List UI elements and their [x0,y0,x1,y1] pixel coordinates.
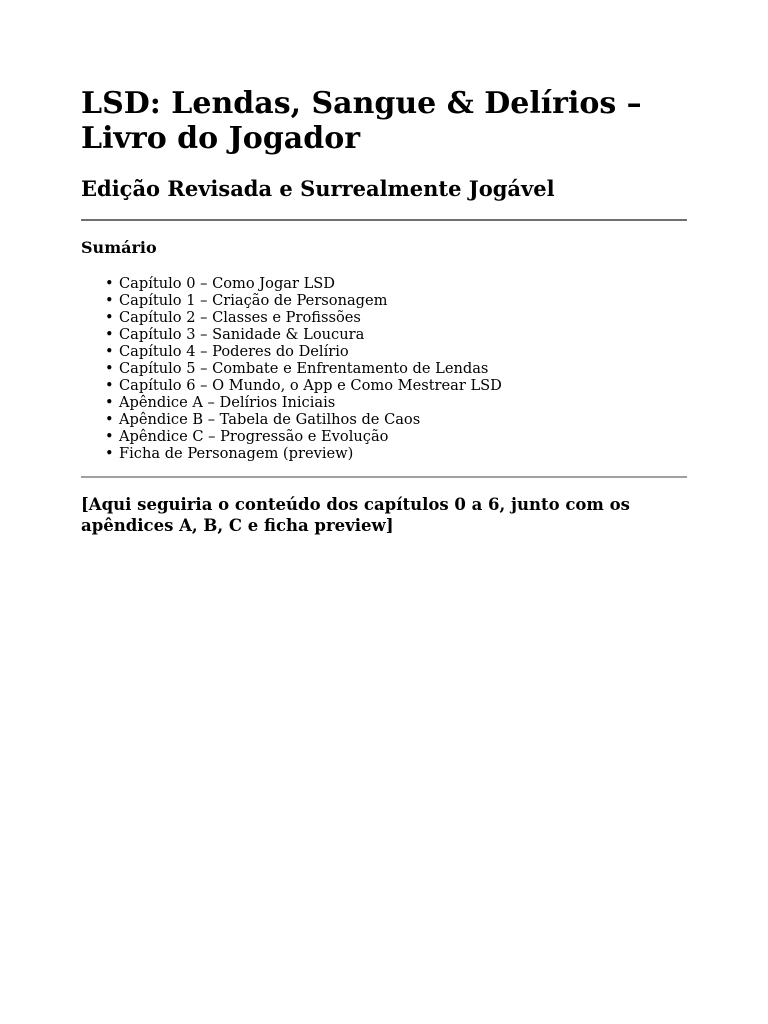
bottom-divider [81,476,687,478]
document-subtitle: Edição Revisada e Surrealmente Jogável [81,176,555,201]
toc-item: • Apêndice A – Delírios Iniciais [105,394,687,411]
toc-item: • Ficha de Personagem (preview) [105,445,687,462]
toc-item: • Capítulo 1 – Criação de Personagem [105,292,687,309]
toc-item: • Capítulo 3 – Sanidade & Loucura [105,326,687,343]
toc-item: • Capítulo 5 – Combate e Enfrentamento de Lendas [105,360,687,377]
toc-item: • Apêndice C – Progressão e Evolução [105,428,687,445]
note-line-2: apêndices A, B, C e ficha preview] [81,516,394,535]
title-line-2: Livro do Jogador [81,121,361,156]
top-divider [81,219,687,221]
toc-list [81,275,687,462]
title-line-1: LSD: Lendas, Sangue & Delírios – [81,86,642,121]
toc-item: • Capítulo 2 – Classes e Profissões [105,309,687,326]
content-placeholder-note [81,494,687,536]
toc-item: • Capítulo 6 – O Mundo, o App e Como Mestrear LSD [105,377,687,394]
toc-item: • Capítulo 0 – Como Jogar LSD [105,275,687,292]
toc-heading: Sumário [81,238,157,257]
toc-item: • Apêndice B – Tabela de Gatilhos de Caos [105,411,687,428]
document-title [81,86,687,156]
toc-item: • Capítulo 4 – Poderes do Delírio [105,343,687,360]
note-line-1: [Aqui seguiria o conteúdo dos capítulos 0 a 6, junto com os [81,495,630,514]
